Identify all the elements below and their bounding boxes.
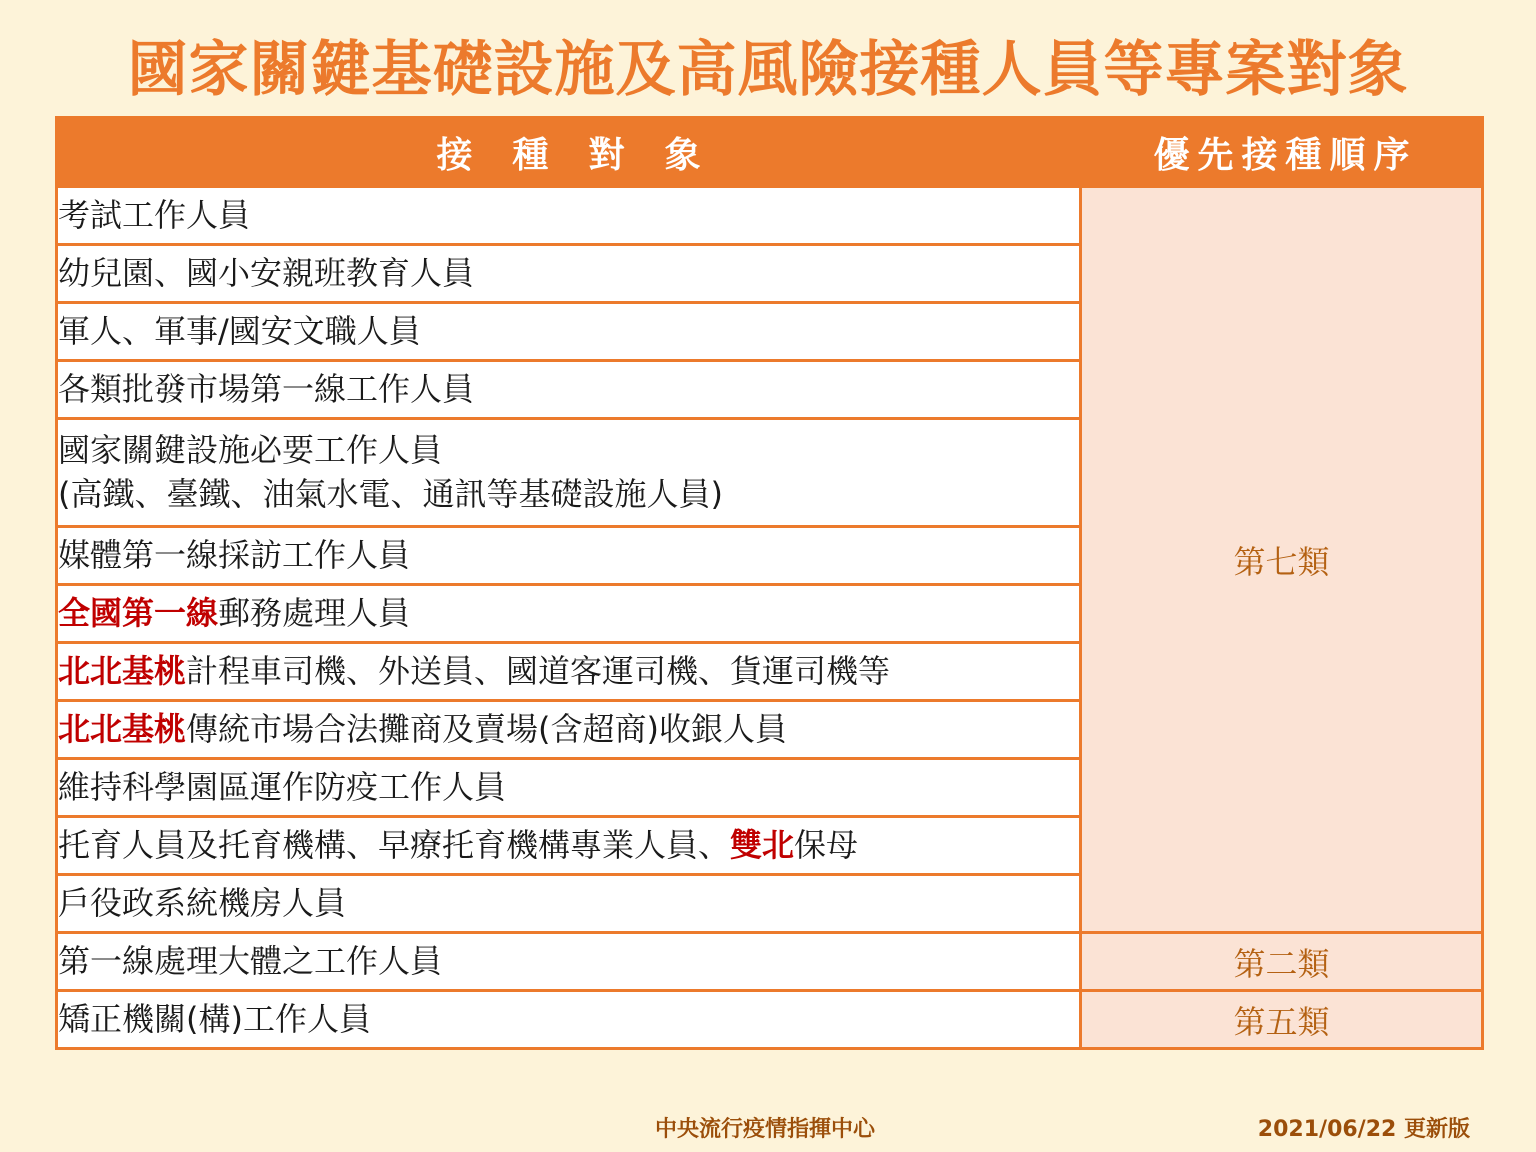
footer-organization: 中央流行疫情指揮中心 bbox=[654, 1117, 875, 1142]
target-cell bbox=[57, 817, 1081, 875]
target-cell bbox=[57, 701, 1081, 759]
target-text: 矯正機關(構)工作人員 bbox=[58, 999, 371, 1038]
priority-cell: 第五類 bbox=[1081, 991, 1483, 1049]
priority-cell: 第七類 bbox=[1081, 187, 1483, 933]
target-text: 傳統市場合法攤商及賣場(含超商)收銀人員 bbox=[186, 709, 787, 748]
table-header-row bbox=[57, 118, 1483, 187]
target-text: 保母 bbox=[794, 825, 859, 864]
target-text: 國家關鍵設施必要工作人員 bbox=[58, 431, 443, 470]
target-cell bbox=[57, 759, 1081, 817]
target-cell bbox=[57, 643, 1081, 701]
target-text: 考試工作人員 bbox=[58, 195, 251, 234]
highlighted-text: 雙北 bbox=[730, 825, 795, 864]
target-cell bbox=[57, 933, 1081, 991]
vaccination-target-table bbox=[55, 116, 1484, 1050]
highlighted-text: 全國第一線 bbox=[58, 593, 219, 632]
header-target: 接種對象 bbox=[57, 118, 1081, 187]
header-priority: 優先接種順序 bbox=[1081, 118, 1483, 187]
target-cell bbox=[57, 187, 1081, 245]
target-cell bbox=[57, 245, 1081, 303]
target-cell bbox=[57, 361, 1081, 419]
table-row bbox=[57, 933, 1483, 991]
target-cell bbox=[57, 303, 1081, 361]
target-text: 戶役政系統機房人員 bbox=[58, 883, 347, 922]
target-cell bbox=[57, 585, 1081, 643]
table-row bbox=[57, 187, 1483, 245]
target-text: 計程車司機、外送員、國道客運司機、貨運司機等 bbox=[186, 651, 891, 690]
highlighted-text: 北北基桃 bbox=[58, 651, 187, 690]
target-text: 媒體第一線採訪工作人員 bbox=[58, 535, 411, 574]
target-text: 郵務處理人員 bbox=[218, 593, 411, 632]
target-text: 各類批發市場第一線工作人員 bbox=[58, 369, 475, 408]
target-cell bbox=[57, 991, 1081, 1049]
target-text-detail: (高鐵、臺鐵、油氣水電、通訊等基礎設施人員) bbox=[58, 474, 723, 513]
target-text: 第一線處理大體之工作人員 bbox=[58, 941, 443, 980]
target-text: 托育人員及托育機構、早療托育機構專業人員、 bbox=[58, 825, 731, 864]
target-text: 幼兒園、國小安親班教育人員 bbox=[58, 253, 475, 292]
priority-cell: 第二類 bbox=[1081, 933, 1483, 991]
target-cell bbox=[57, 419, 1081, 527]
target-cell bbox=[57, 527, 1081, 585]
footer-version: 2021/06/22 更新版 bbox=[1257, 1117, 1470, 1142]
target-text: 軍人、軍事/國安文職人員 bbox=[58, 311, 421, 350]
highlighted-text: 北北基桃 bbox=[58, 709, 187, 748]
table-row bbox=[57, 991, 1483, 1049]
page-title: 國家關鍵基礎設施及高風險接種人員等專案對象 bbox=[127, 35, 1409, 105]
table-body bbox=[57, 187, 1483, 1049]
target-text: 維持科學園區運作防疫工作人員 bbox=[58, 767, 507, 806]
target-cell bbox=[57, 875, 1081, 933]
